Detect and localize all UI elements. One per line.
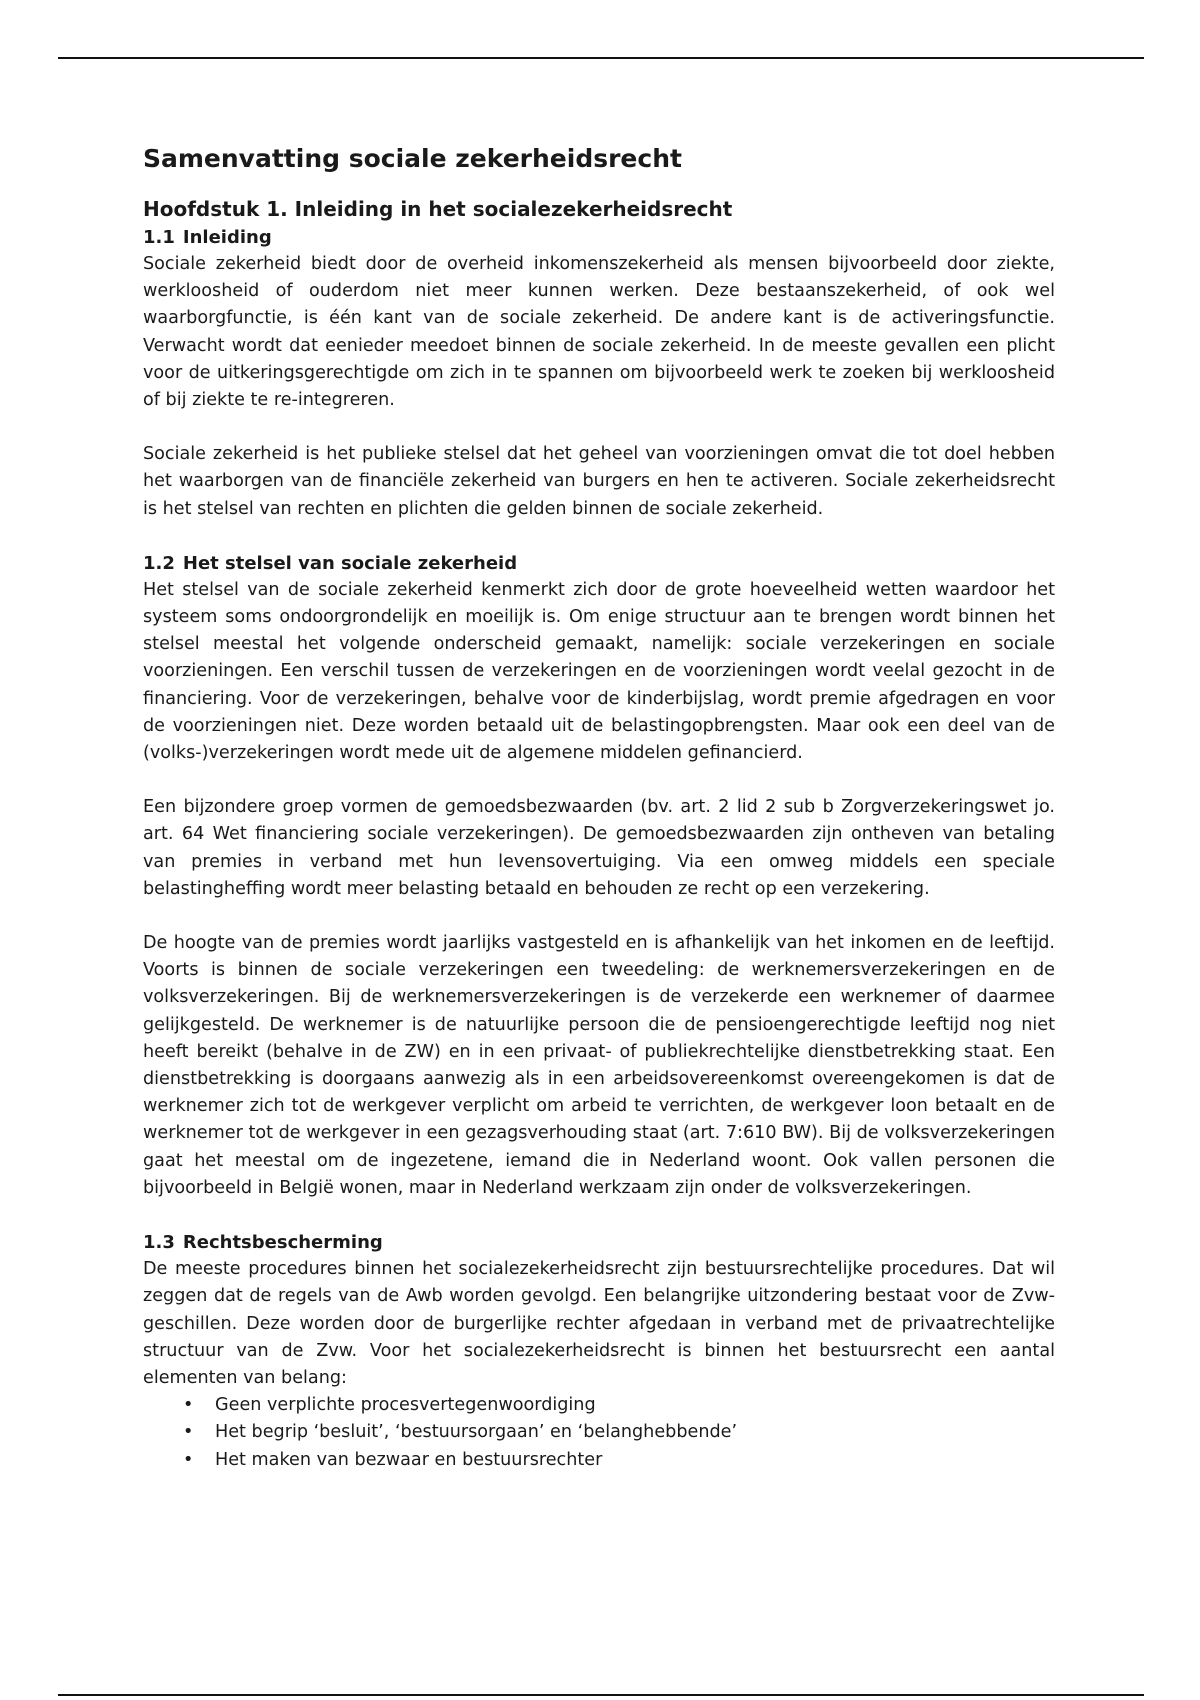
list-item-text: Geen verplichte procesvertegenwoordiging: [215, 1395, 596, 1416]
document-title: Samenvatting sociale zekerheidsrecht: [143, 144, 682, 173]
bullet-icon: •: [183, 1422, 194, 1443]
section-number: 1.1: [143, 227, 175, 248]
bullet-icon: •: [183, 1395, 194, 1416]
paragraph: Sociale zekerheid biedt door de overheid inkomenszekerheid als mensen bijvoorbeeld door ziekte, werkloosheid of ouderdom niet meer kunnen werken. Deze bestaanszekerheid, of ook wel waarborgfunctie, is één kant van de sociale zekerheid. De andere kant is de activeringsfunctie. Verwacht wordt dat eenieder meedoet binnen de sociale zekerheid. In de meeste gevallen een plicht voor de uitkeringsgerechtigde om zich in te spannen om bijvoorbeeld werk te zoeken bij werkloosheid of bij ziekte te re-integreren.: [143, 254, 1055, 411]
paragraph: Het stelsel van de sociale zekerheid kenmerkt zich door de grote hoeveelheid wetten waardoor het systeem soms ondoorgrondelijk en moeilijk is. Om enige structuur aan te brengen wordt binnen het stelsel meestal het volgende onderscheid gemaakt, namelijk: sociale verzekeringen en sociale voorzieningen. Een verschil tussen de verzekeringen en de voorzieningen wordt veelal gezocht in de financiering. Voor de verzekeringen, behalve voor de kinderbijslag, wordt premie afgedragen en voor de voorzieningen niet. Deze worden betaald uit de belastingopbrengsten. Maar ook een deel van de (volks-)verzekeringen wordt mede uit de algemene middelen gefinancierd.: [143, 579, 1055, 764]
document-body: [143, 140, 1055, 1474]
footer-rule: [58, 1694, 1144, 1696]
section-title: Rechtsbescherming: [182, 1232, 383, 1254]
section-title: Inleiding: [182, 227, 272, 248]
section-heading: [143, 224, 1055, 251]
chapter-title: Hoofdstuk 1. Inleiding in het socialezekerheidsrecht: [143, 197, 733, 221]
bullet-list: [143, 1392, 1055, 1474]
section-title: Het stelsel van sociale zekerheid: [182, 552, 518, 574]
list-item: [183, 1392, 1055, 1419]
list-item-text: Het begrip ‘besluit’, ‘bestuursorgaan’ en ‘belanghebbende’: [215, 1422, 738, 1443]
paragraph: De meeste procedures binnen het socialezekerheidsrecht zijn bestuursrechtelijke procedures. Dat wil zeggen dat de regels van de Awb worden gevolgd. Een belangrijke uitzondering bestaat voor de Zvw-geschillen. Deze worden door de burgerlijke rechter afgedaan in verband met de privaatrechtelijke structuur van de Zvw. Voor het socialezekerheidsrecht is binnen het bestuursrecht een aantal elementen van belang:: [143, 1259, 1055, 1388]
section-heading: [143, 1229, 1055, 1256]
section-number: 1.3: [143, 1232, 175, 1254]
section-number: 1.2: [143, 552, 175, 574]
bullet-icon: •: [183, 1449, 194, 1470]
paragraph: De hoogte van de premies wordt jaarlijks vastgesteld en is afhankelijk van het inkomen en de leeftijd. Voorts is binnen de sociale verzekeringen een tweedeling: de werknemersverzekeringen en de volksverzekeringen. Bij de werknemersverzekeringen is de verzekerde een werknemer of daarmee gelijkgesteld. De werknemer is de natuurlijke persoon die de pensioengerechtigde leeftijd nog niet heeft bereikt (behalve in de ZW) en in een privaat- of publiekrechtelijke dienstbetrekking staat. Een dienstbetrekking is doorgaans aanwezig als in een arbeidsovereenkomst overeengekomen is dat de werknemer zich tot de werkgever verplicht om arbeid te verrichten, de werkgever loon betaalt en de werknemer tot de werkgever in een gezagsverhouding staat (art. 7:610 BW). Bij de volksverzekeringen gaat het meestal om de ingezetene, iemand die in Nederland woont. Ook vallen personen die bijvoorbeeld in België wonen, maar in Nederland werkzaam zijn onder de volksverzekeringen.: [143, 933, 1055, 1198]
section-heading: [143, 550, 1055, 577]
list-item: [183, 1447, 1055, 1474]
list-item-text: Het maken van bezwaar en bestuursrechter: [215, 1449, 603, 1470]
paragraph: Sociale zekerheid is het publieke stelsel dat het geheel van voorzieningen omvat die tot doel hebben het waarborgen van de financiële zekerheid van burgers en hen te activeren. Sociale zekerheidsrecht is het stelsel van rechten en plichten die gelden binnen de sociale zekerheid.: [143, 444, 1055, 519]
header-rule: [58, 57, 1144, 59]
paragraph: Een bijzondere groep vormen de gemoedsbezwaarden (bv. art. 2 lid 2 sub b Zorgverzekeringswet jo. art. 64 Wet financiering sociale verzekeringen). De gemoedsbezwaarden zijn ontheven van betaling van premies in verband met hun levensovertuiging. Via een omweg middels een speciale belastingheffing wordt meer belasting betaald en behouden ze recht op een verzekering.: [143, 797, 1055, 899]
list-item: [183, 1419, 1055, 1446]
